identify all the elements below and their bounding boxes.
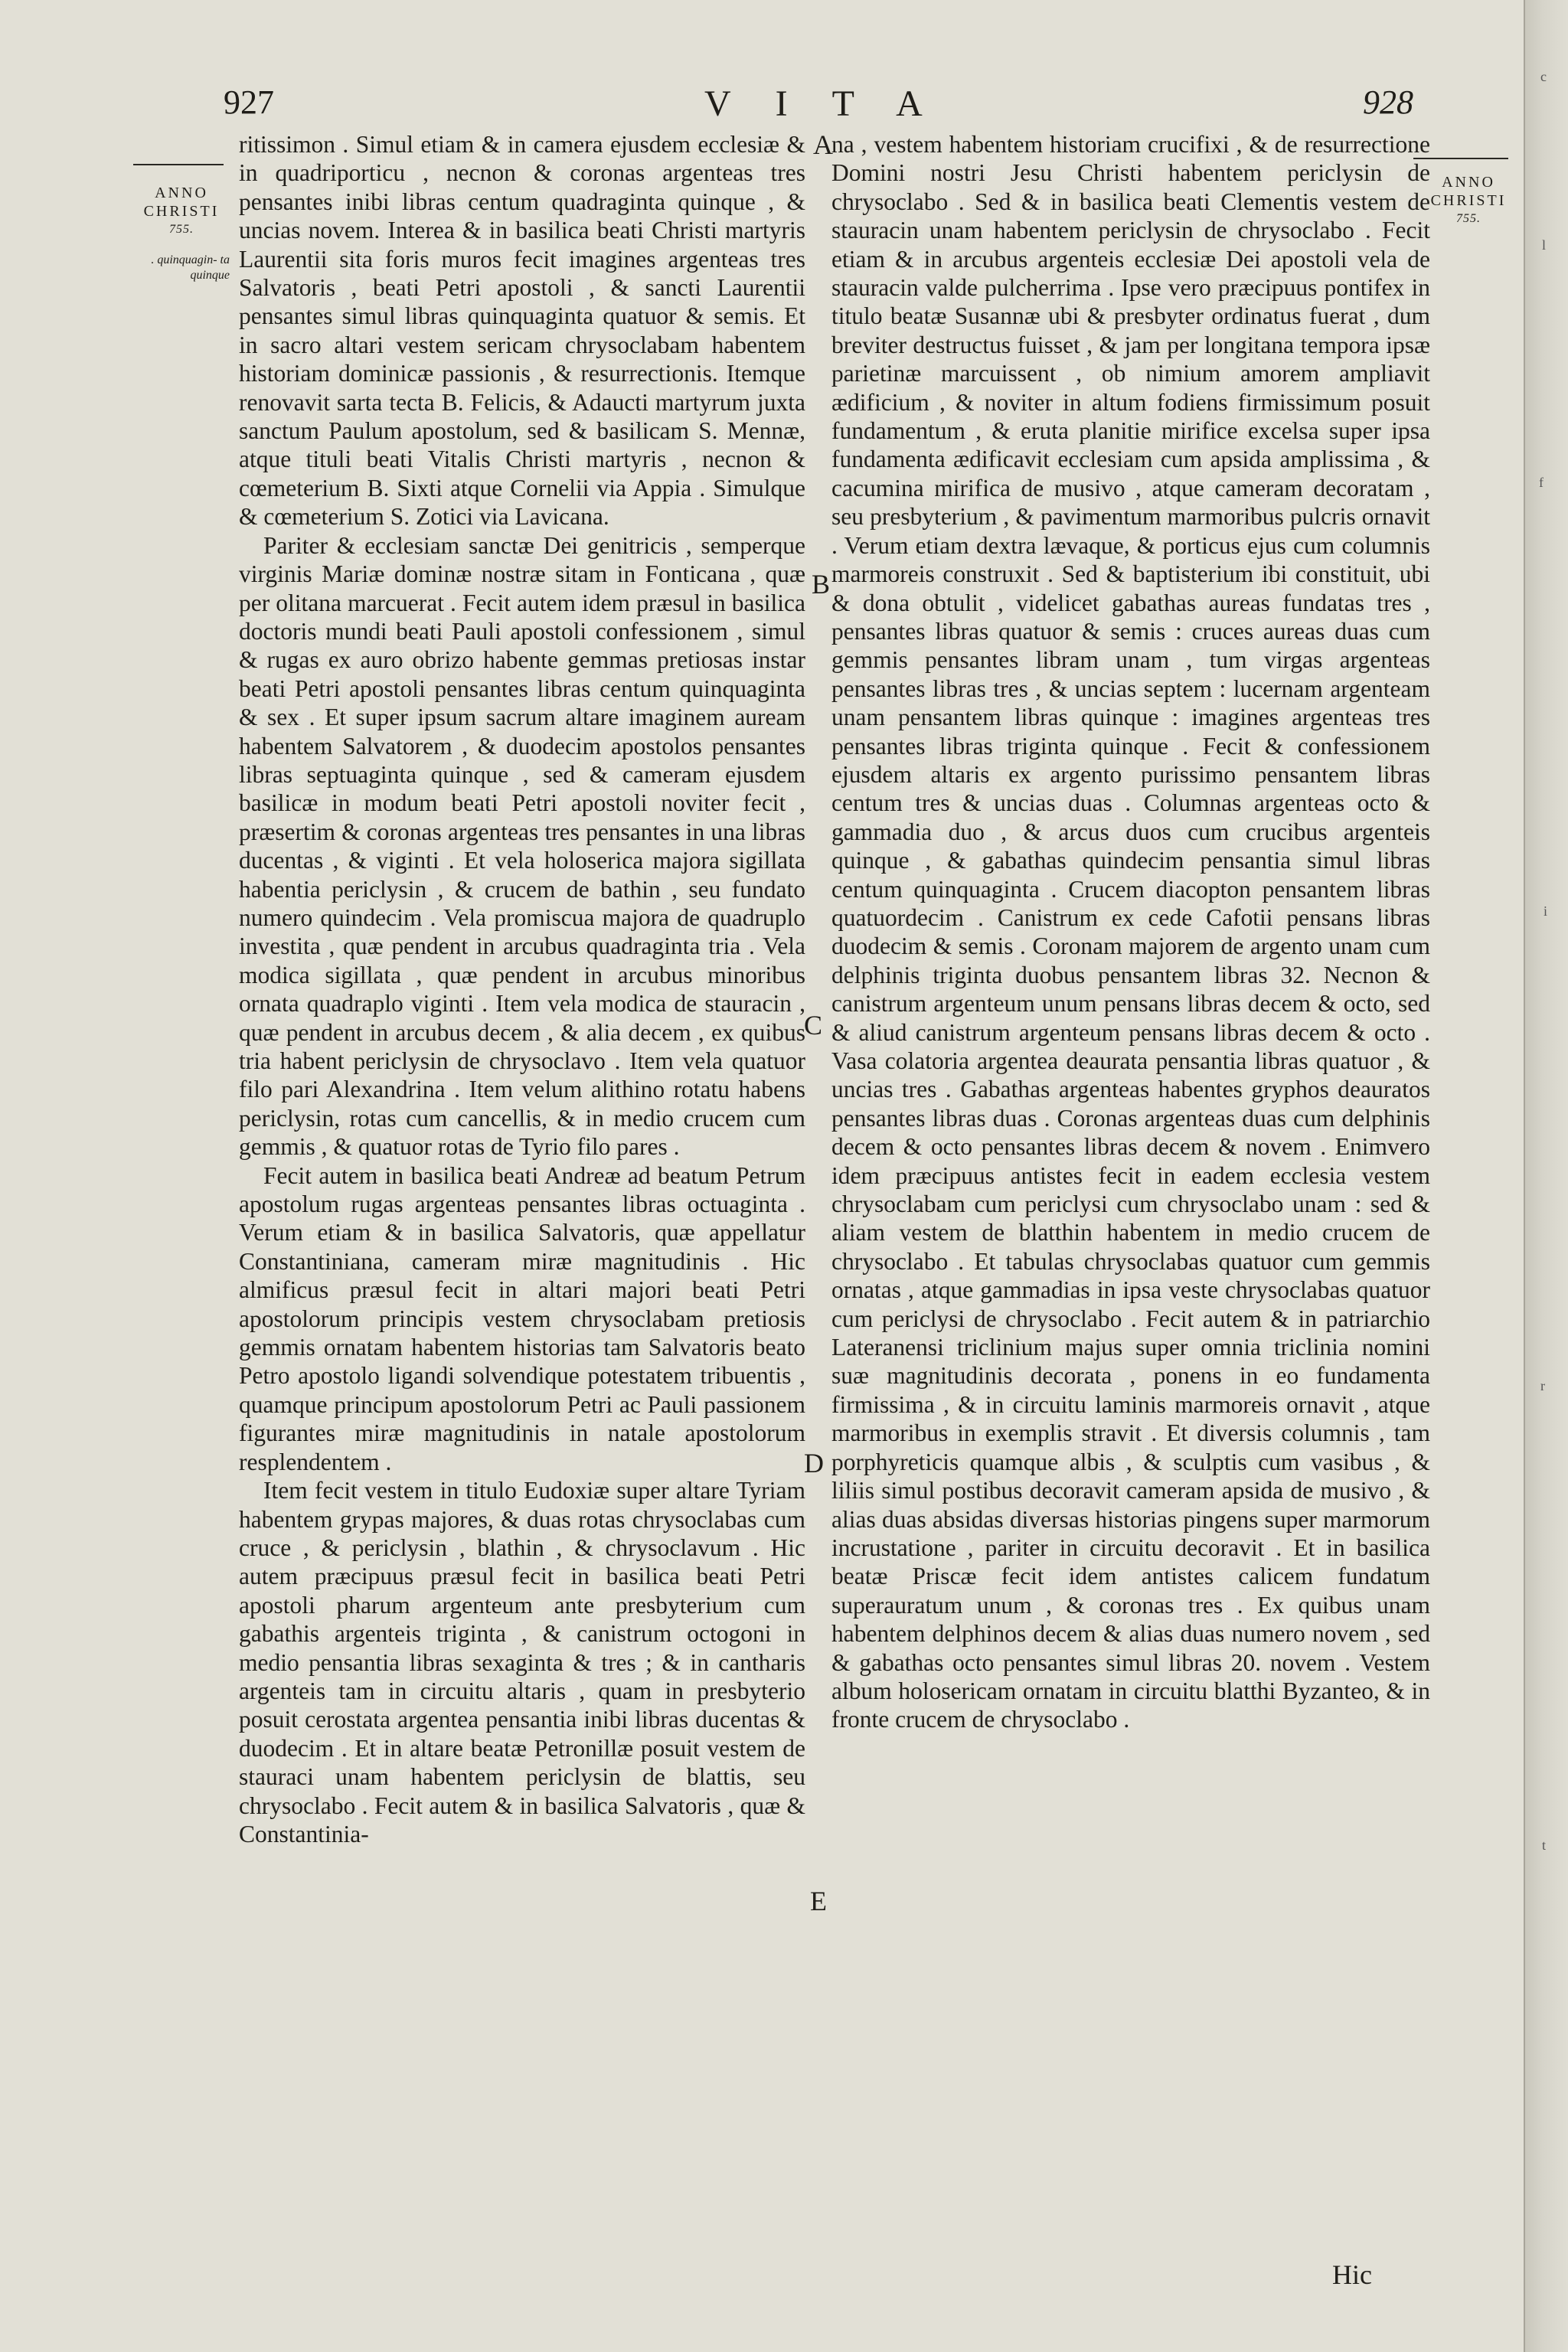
catchword: Hic [1332, 2259, 1372, 2290]
facing-page-edge [1524, 0, 1568, 2352]
edge-mark: t [1542, 1838, 1547, 1853]
section-letter-b: B [812, 569, 831, 599]
section-letter-e: E [810, 1886, 827, 1916]
section-letter-a: A [813, 129, 833, 160]
section-letter-c: C [804, 1010, 823, 1040]
page-header [0, 83, 1524, 129]
running-title: VITA [704, 83, 967, 124]
text-column-left [239, 130, 805, 1848]
edge-mark: l [1542, 237, 1547, 253]
margin-year-right [1423, 173, 1514, 228]
edge-mark: r [1540, 1378, 1545, 1393]
paragraph: Item fecit vestem in titulo Eudoxiæ super altare Tyriam habentem grypas majores, & duas rotas chrysoclabas cum cruce , & periclysin , blathin , & chrysoclavum . Hic autem præcipuus præsul fecit in basilica beati Petri apostoli pharum argenteum ante presbyterium cum gabathis argenteis triginta , & canistrum octogoni in medio pensantia libras sexaginta & tres ; & in cantharis argenteis tam in circuitu altaris , quam in presbyterio posuit cerostata argentea pensantia inibi libras ducentas & duodecim . Et in altare beatæ Petronillæ posuit vestem de stauraci unam habentem periclysin de blattis, seu chrysoclabo . Fecit autem & in basilica Salvatoris , quæ & Constantinia- [239, 1477, 805, 1847]
margin-rule-left [133, 164, 224, 165]
edge-mark: c [1540, 69, 1547, 84]
page-number-left: 927 [224, 83, 274, 121]
margin-note-quinquaginta: . quinquagin- ta quinque [151, 253, 230, 282]
text-column-right [831, 130, 1430, 1734]
margin-year-left [132, 184, 231, 239]
margin-christi-left: CHRISTI [143, 203, 220, 220]
paragraph: ritissimon . Simul etiam & in camera ejusdem ecclesiæ & in quadriporticu , necnon & coronas argenteas tres pensantes inibi libras centum quadraginta quinque , & uncias novem. Interea & in basilica beati Christi martyris Laurentii sita foris muros fecit imagines argenteas tres Salvatoris , beati Petri apostoli , & sancti Laurentii pensantes simul libras quinquaginta quatuor & semis. Et in sacro altari vestem sericam chrysoclabam habentem historiam dominicæ passionis , & resurrectionis. Itemque renovavit sarta tecta B. Felicis, & Adaucti martyrum juxta sanctum Paulum apostolum, sed & basilicam S. Mennæ, atque tituli beati Vitalis Christi martyris , necnon & cœmeterium B. Sixti atque Cornelii via Appia . Simulque & cœmeterium S. Zotici via Lavicana. [239, 131, 805, 531]
paragraph: Fecit autem in basilica beati Andreæ ad beatum Petrum apostolum rugas argenteas pensantes libras octuaginta . Verum etiam & in basilica Salvatoris, quæ appellatur Constantiniana, cameram miræ magnitudinis . Hic almificus præsul fecit in altari majori beati Petri apostolorum principis vestem chrysoclabam pretiosis gemmis ornatam habentem historias tam Salvatoris beato Petro apostolo ligandi solvendique potestatem tribuentis , quamque principum apostolorum Petri ac Pauli passionem figurantes miræ magnitudinis in natale apostolorum resplendentem . [239, 1161, 805, 1475]
margin-year-number-left: 755. [169, 223, 194, 236]
margin-christi-right: CHRISTI [1430, 192, 1507, 209]
section-letter-d: D [804, 1448, 824, 1478]
margin-anno-left: ANNO [155, 185, 208, 201]
page-number-right: 928 [1363, 83, 1413, 121]
paragraph: Pariter & ecclesiam sanctæ Dei genitricis , semperque virginis Mariæ dominæ nostræ sitam in Fonticana , quæ per olitana marcuerat . Fecit autem idem præsul in basilica doctoris mundi beati Pauli apostoli confessionem , simul & rugas ex auro obrizo habente gemmas pretiosas instar beati Petri apostoli pensantes libras centum quinquaginta & sex . Et super ipsum sacrum altare imaginem auream habentem Salvatorem , & duodecim apostolos pensantes libras septuaginta quinque , sed & cameram ejusdem basilicæ in modum beati Petri apostoli noviter fecit , præsertim & coronas argenteas tres pensantes in una libras ducentas , & viginti . Et vela holoserica majora sigillata habentia periclysin , & crucem de bathin , seu fundato numero quindecim . Vela promiscua majora de quadruplo investita , quæ pendent in arcubus quadraginta tria . Vela modica sigillata , quæ pendent in arcubus minoribus ornata quadraplo viginti . Item vela modica de stauracin , quæ pendent in arcubus decem , & alia decem , ex quibus tria habent periclysin de chrysoclavo . Item vela quatuor filo pari Alexandrina . Item velum alithino rotatu habens periclysin, rotas cum cancellis, & in medio crucem cum gemmis , & quatuor rotas de Tyrio filo pares . [239, 531, 805, 1161]
margin-anno-right: ANNO [1442, 174, 1495, 191]
paragraph: na , vestem habentem historiam crucifixi , & de resurrectione Domini nostri Jesu Christi habentem periclysin de chrysoclabo . Sed & in basilica beati Clementis vestem de stauracin unam habentem periclysin de chrysoclabo . Fecit etiam & in arcubus argenteis ecclesiæ Dei apostoli vela de stauracin valde pulcherrima . Ipse vero præcipuus pontifex in titulo beatæ Susannæ ubi & presbyter ordinatus fuerat , dum breviter destructus fuisset , & jam per longitana tempora ipsæ parietinæ marcuissent , ob nimium amorem ampliavit ædificium , & noviter in altum fodiens firmissimum posuit fundamentum , & eruta planitie mirifice excelsa super ipsa fundamenta ædificavit ecclesiam cum apsida amplissima , & cacumina mirifica de musivo , atque cameram decoratam , seu presbyterium , & pavimentum marmoribus pulcris ornavit . Verum etiam dextra lævaque, & porticus ejus cum columnis marmoreis construxit . Sed & baptisterium ibi constituit, ubi & dona obtulit , videlicet gabathas aureas fundatas tres , pensantes libras quatuor & semis : cruces aureas duas cum gemmis pensantes libram unam , tum virgas argenteas pensantes libras tres , & uncias septem : lucernam argenteam unam pensantem libras quinque : imagines argenteas tres pensantes libras triginta quinque . Fecit & confessionem ejusdem altaris ex argento purissimo pensantem libras centum tres & uncias duas . Columnas argenteas octo & gammadia duo , & arcus duos cum crucibus argenteis quinque , & gabathas quindecim pensantia simul libras centum quinquaginta . Crucem diacopton pensantem libras quatuordecim . Canistrum ex cede Cafotii pensans libras duodecim & semis . Coronam majorem de argento unam cum delphinis triginta duobus pensantem libras 32. Necnon & canistrum argenteum unum pensans libras decem & octo, sed & aliud canistrum argenteum pensans libras decem & octo . Vasa colatoria argentea deaurata pensantia libras quatuor , & uncias tres . Gabathas argenteas habentes gryphos deauratos pensantes libras duas . Coronas argenteas duas cum delphinis decem & octo pensantes libras decem & novem . Enimvero idem præcipuus antistes fecit in eadem ecclesia vestem chrysoclabam cum periclysi cum chrysoclabo unam : sed & aliam vestem de blatthin habentem in medio crucem de chrysoclabo . Et tabulas chrysoclabas quatuor cum gemmis ornatas , atque gammadias in ipsa veste chrysoclabas quatuor cum periclysi de chrysoclabo . Fecit autem & in patriarchio Lateranensi triclinium majus super omnia triclinia nomini suæ magnitudinis decorata , ponens in eo fundamenta firmissima , & in circuitu laminis marmoreis ornavit , atque marmoribus in exemplis stravit . Et diversis columnis , tam porphyreticis quamque albis , & sculptis cum vasibus , & liliis simul postibus decoravit cameram apsida de musivo , & alias duas absidas diversas historias pingens super marmorum incrustatione , pariter in circuitu decoravit . Et in basilica beatæ Priscæ fecit idem antistes calicem fundatum superauratum unum , & coronas tres . Ex quibus unam habentem delphinos decem & alias duas numero novem , sed & gabathas octo pensantes simul libras 20. novem . Vestem album holosericam ornatam in circuitu blatthi Byzanteo, & in fronte crucem de chrysoclabo . [831, 131, 1430, 1733]
edge-mark: f [1539, 475, 1544, 490]
edge-mark: i [1544, 903, 1548, 919]
margin-year-number-right: 755. [1456, 212, 1481, 225]
